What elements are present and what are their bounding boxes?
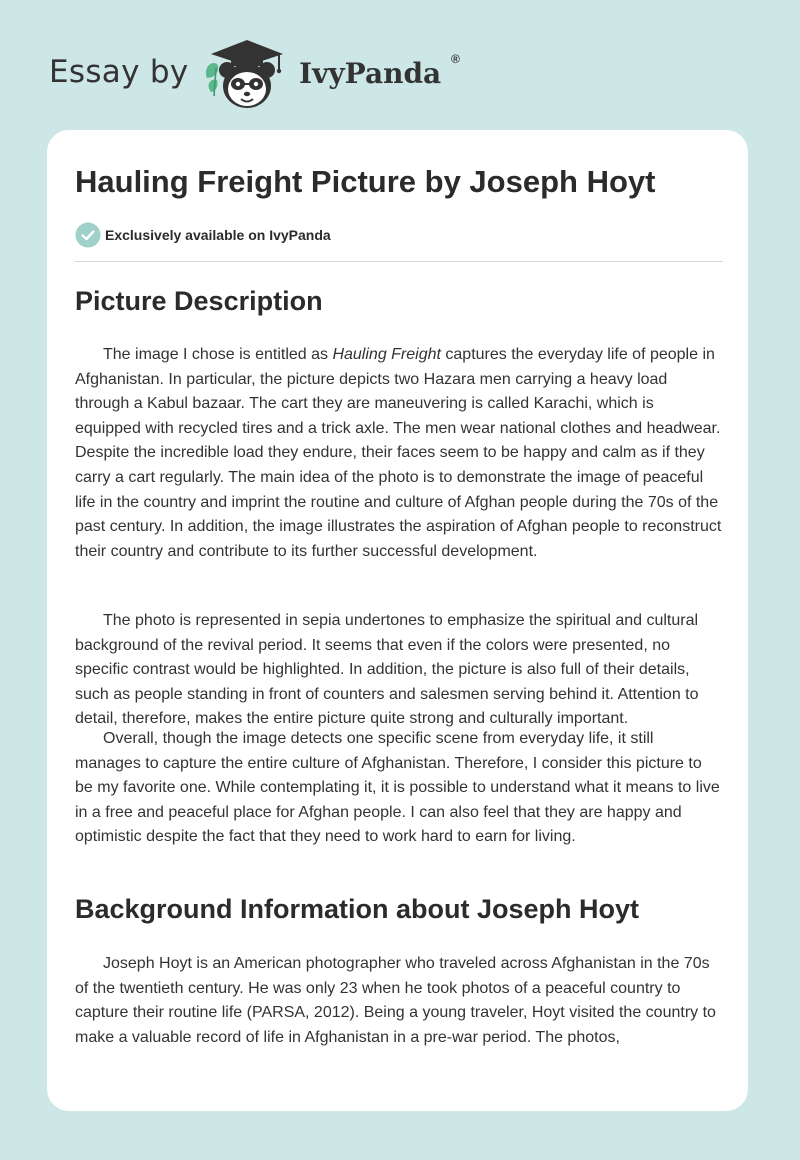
panda-graduate-icon[interactable]: [201, 34, 293, 114]
section-heading-background-information: Background Information about Joseph Hoyt: [75, 894, 640, 924]
paragraph: [75, 343, 723, 564]
divider: [75, 261, 723, 262]
paragraph: The photo is represented in sepia undertones to emphasize the spiritual and cultural background of the revival period. It seems that even if the colors were presented, no specific contrast would be highlighted. In addition, the picture is also full of their details, such as people standing in front of counters and salesmen serving behind it. Attention to detail, therefore, makes the entire picture quite strong and culturally important.: [75, 612, 699, 728]
exclusive-label: Exclusively available on IvyPanda: [105, 227, 331, 243]
artwork-title: Hauling Freight: [332, 346, 441, 363]
paragraph: Overall, though the image detects one specific scene from everyday life, it still manages to capture the entire culture of Afghanistan. Therefore, I consider this picture to be my favorite one. While contemplating it, it is possible to understand what it means to live in a free and peaceful place for Afghan people. I can also feel that they are happy and optimistic despite the fact that they need to work hard to earn for living.: [75, 730, 720, 846]
paragraph-text: The image I chose is entitled as: [103, 346, 333, 363]
brand-prefix: Essay by: [49, 54, 189, 90]
section-heading-picture-description: Picture Description: [75, 286, 323, 316]
check-circle-icon: [75, 222, 101, 248]
article-title: Hauling Freight Picture by Joseph Hoyt: [75, 164, 656, 199]
brand-name[interactable]: IvyPanda: [299, 57, 442, 90]
paragraph-text: captures the everyday life of people in Afghanistan. In particular, the picture depicts two Hazara men carrying a heavy load through a Kabul bazaar. The cart they are maneuvering is called Karachi, which is equipped with recycled tires and a trick axle. The men wear national clothes and headwear. Despite the incredible load they endure, their faces seem to be happy and calm as if they carry a cart regularly. The main idea of the photo is to demonstrate the image of peaceful life in the country and imprint the routine and culture of Afghan people during the 70s of the past century. In addition, the image illustrates the aspiration of Afghan people to reconstruct their country and contribute to its further successful development.: [75, 346, 722, 560]
registered-mark: ®: [451, 52, 460, 66]
paragraph: Joseph Hoyt is an American photographer who traveled across Afghanistan in the 70s of the twentieth century. He was only 23 when he took photos of a peaceful country to capture their routine life (PARSA, 2012). Being a young traveler, Hoyt visited the country to make a valuable record of life in Afghanistan in a pre-war period. The photos,: [75, 955, 716, 1046]
exclusive-badge: [75, 222, 475, 248]
article-card: [47, 130, 748, 1111]
brand-header: [49, 34, 509, 114]
